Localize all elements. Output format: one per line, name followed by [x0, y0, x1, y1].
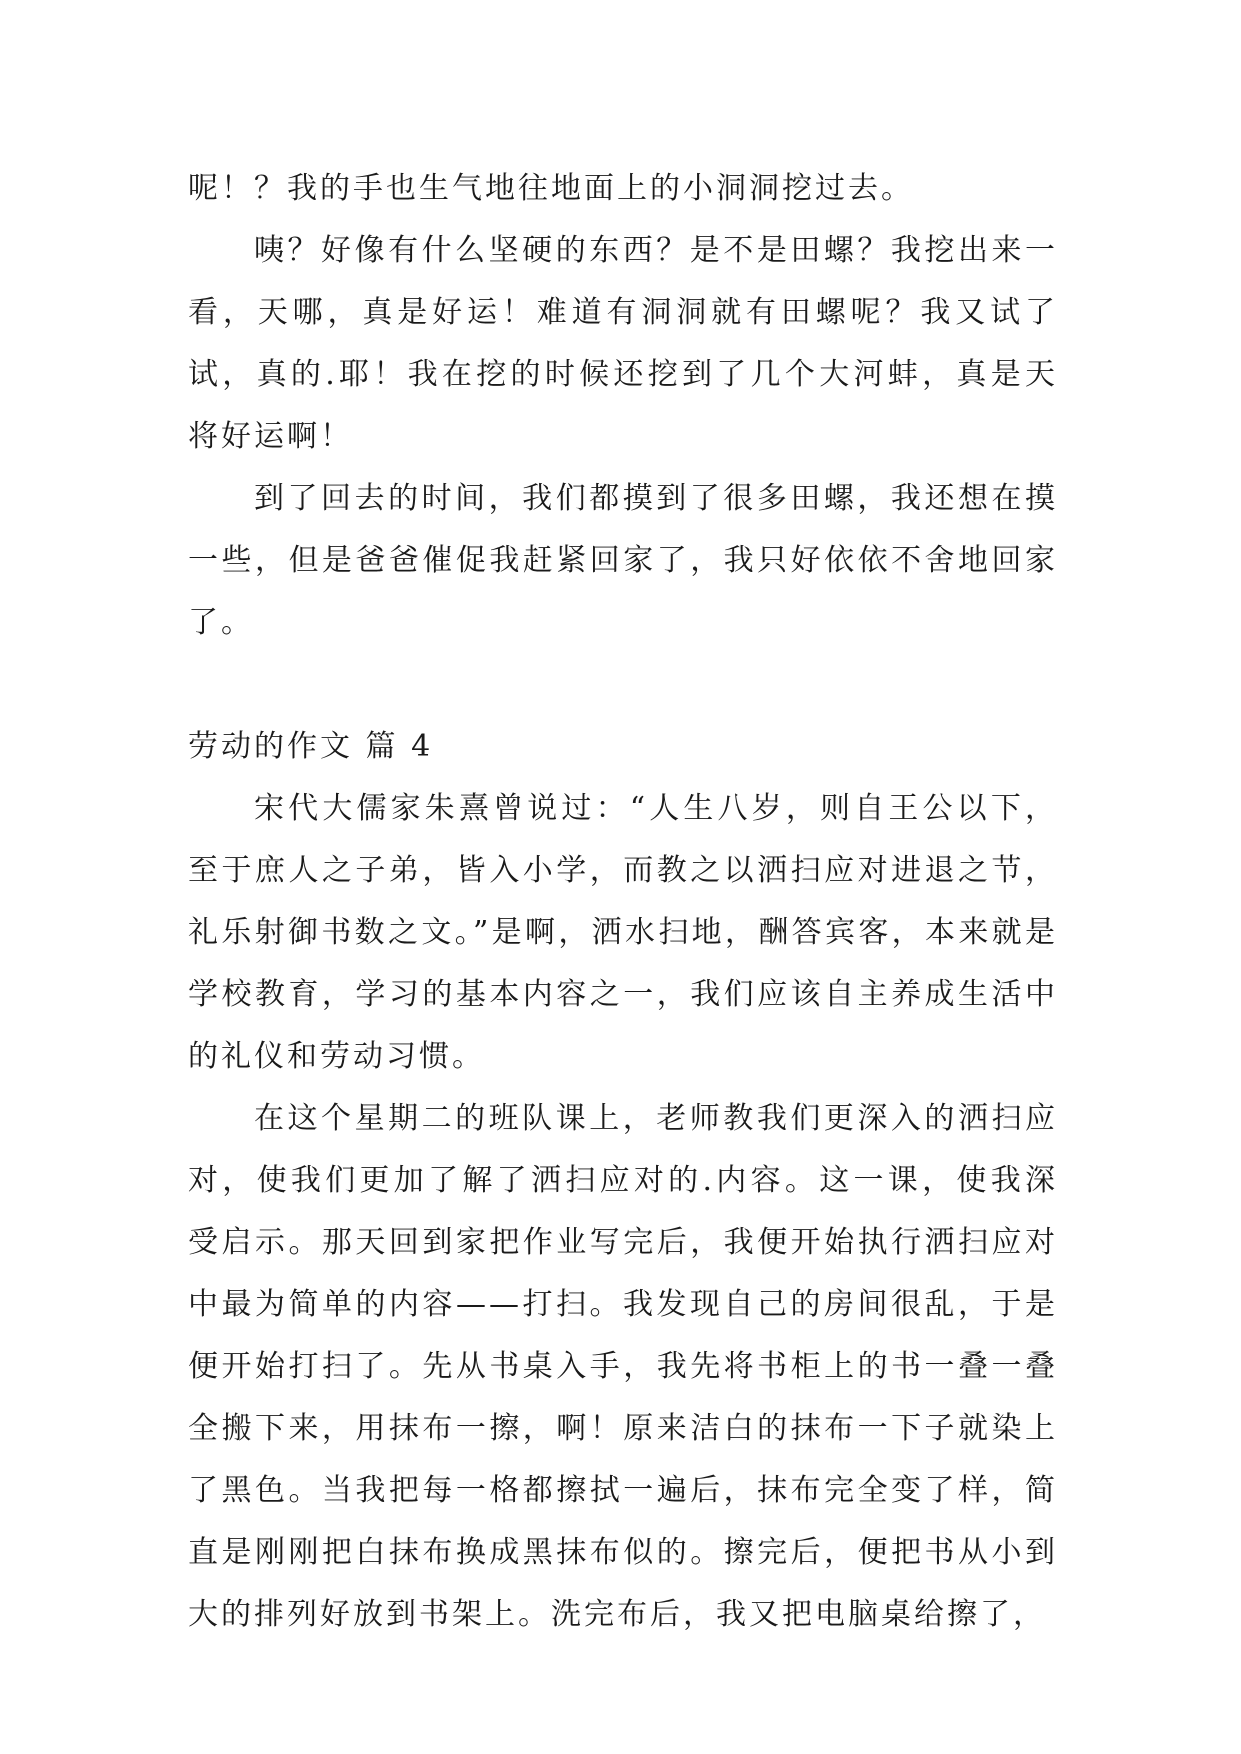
- paragraph-going-home: 到了回去的时间，我们都摸到了很多田螺，我还想在摸一些，但是爸爸催促我赶紧回家了，我只好依依不舍地回家了。: [188, 481, 1058, 640]
- paragraph-class-cleaning: 在这个星期二的班队课上，老师教我们更深入的洒扫应对，使我们更加了解了洒扫应对的.内容。这一课，使我深受启示。那天回到家把作业写完后，我便开始执行洒扫应对中最为简单的内容——打扫。我发现自己的房间很乱，于是便开始打扫了。先从书桌入手，我先将书柜上的书一叠一叠全搬下来，用抹布一擦，啊！原来洁白的抹布一下子就染上了黑色。当我把每一格都擦拭一遍后，抹布完全变了样，简直是刚刚把白抹布换成黑抹布似的。擦完后，便把书从小到大的排列好放到书架上。洗完布后，我又把电脑桌给擦了，: [188, 1101, 1058, 1632]
- paragraph-zhuxi-quote: 宋代大儒家朱熹曾说过：“人生八岁，则自王公以下，至于庶人之子弟，皆入小学，而教之以洒扫应对进退之节，礼乐射御书数之文。”是啊，洒水扫地，酬答宾客，本来就是学校教育，学习的基本内容之一，我们应该自主养成生活中的礼仪和劳动习惯。: [188, 791, 1058, 1074]
- paragraph-continuation: 呢！？我的手也生气地往地面上的小洞洞挖过去。: [188, 171, 914, 206]
- document-body: [188, 158, 1058, 1646]
- paragraph-digging: 咦？好像有什么坚硬的东西？是不是田螺？我挖出来一看，天哪，真是好运！难道有洞洞就有田螺呢？我又试了试，真的.耶！我在挖的时候还挖到了几个大河蚌，真是天将好运啊！: [188, 233, 1058, 454]
- section-heading: 劳动的作文 篇 4: [188, 729, 434, 764]
